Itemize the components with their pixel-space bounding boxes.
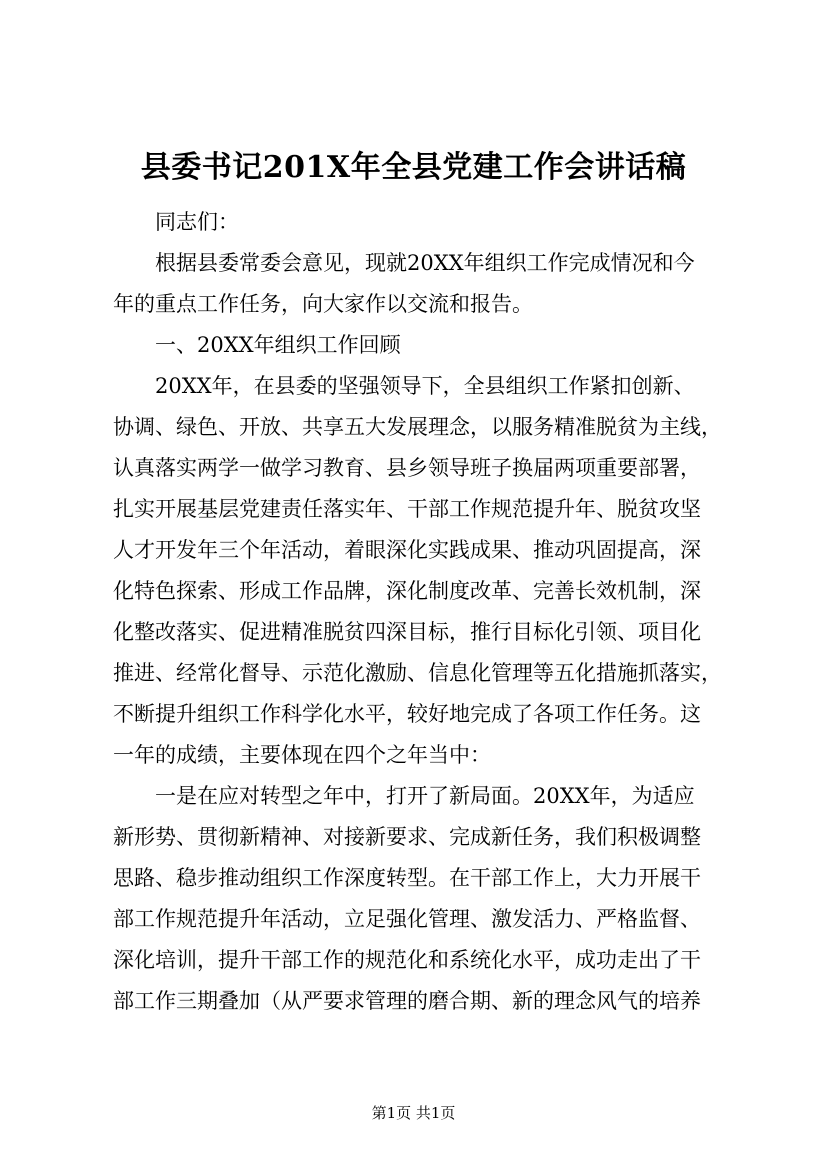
body-line: 年的重点工作任务，向大家作以交流和报告。 [113, 292, 533, 316]
body-line: 20XX年，在县委的坚强领导下，全县组织工作紧扣创新、 [155, 374, 695, 398]
body-line: 深化培训，提升干部工作的规范化和系统化水平，成功走出了干 [113, 948, 701, 972]
document-title: 县委书记201X年全县党建工作会讲话稿 [140, 150, 687, 185]
document-body [113, 202, 733, 1022]
body-line: 部工作三期叠加（从严要求管理的磨合期、新的理念风气的培养 [113, 989, 701, 1013]
body-line: 同志们： [155, 210, 239, 234]
body-line: 化整改落实、促进精准脱贫四深目标，推行目标化引领、项目化 [113, 620, 701, 644]
body-line: 不断提升组织工作科学化水平，较好地完成了各项工作任务。这 [113, 702, 701, 726]
page-footer: 第1页 共1页 [371, 1104, 456, 1122]
body-line: 一年的成绩，主要体现在四个之年当中： [113, 743, 491, 767]
body-line: 新形势、贯彻新精神、对接新要求、完成新任务，我们积极调整 [113, 825, 701, 849]
body-line: 一、20XX年组织工作回顾 [155, 333, 401, 357]
body-line: 部工作规范提升年活动，立足强化管理、激发活力、严格监督、 [113, 907, 701, 931]
body-line: 人才开发年三个年活动，着眼深化实践成果、推动巩固提高，深 [113, 538, 701, 562]
body-line: 思路、稳步推动组织工作深度转型。在干部工作上，大力开展干 [113, 866, 701, 890]
body-line: 扎实开展基层党建责任落实年、干部工作规范提升年、脱贫攻坚 [113, 497, 701, 521]
body-line: 根据县委常委会意见，现就20XX年组织工作完成情况和今 [155, 251, 695, 275]
body-line: 化特色探索、形成工作品牌，深化制度改革、完善长效机制，深 [113, 579, 701, 603]
body-line: 协调、绿色、开放、共享五大发展理念，以服务精准脱贫为主线， [113, 415, 722, 439]
body-line: 一是在应对转型之年中，打开了新局面。20XX年，为适应 [155, 784, 695, 808]
body-line: 推进、经常化督导、示范化激励、信息化管理等五化措施抓落实， [113, 661, 722, 685]
body-line: 认真落实两学一做学习教育、县乡领导班子换届两项重要部署， [113, 456, 701, 480]
